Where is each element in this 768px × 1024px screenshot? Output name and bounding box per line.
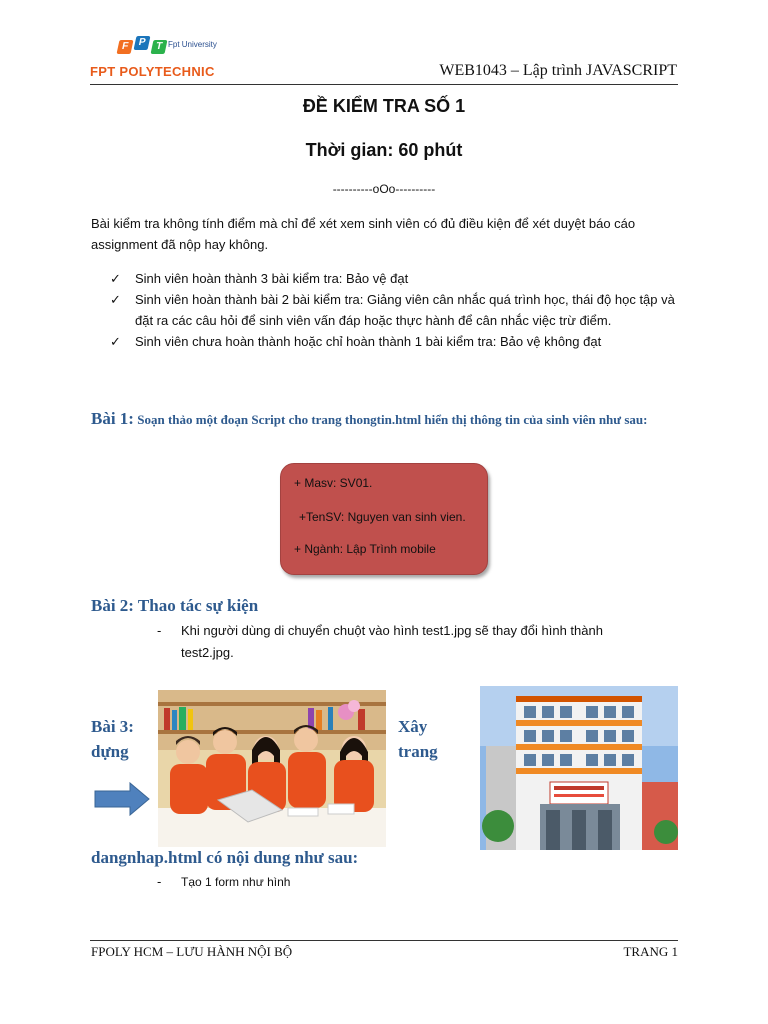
criteria-item <box>110 289 680 331</box>
tensv-line: +TenSV: Nguyen van sinh vien. <box>299 510 466 524</box>
bai2-item-text: Khi người dùng di chuyển chuột vào hình test1.jpg sẽ thay đổi hình thành test2.jpg. <box>181 623 603 660</box>
time-limit: Thời gian: 60 phút <box>305 140 463 160</box>
bai3-word-trang: trang <box>398 742 438 761</box>
bai3-heading-left <box>91 714 134 764</box>
bai3-heading-right <box>398 714 438 764</box>
dash-bullet: - <box>157 874 162 889</box>
fpt-polytechnic-logo <box>90 34 240 84</box>
student-info-box <box>280 463 488 575</box>
building-photo <box>480 686 678 850</box>
logo-university-text: Fpt University <box>168 40 217 49</box>
logo-polytechnic-text: FPT POLYTECHNIC <box>90 64 215 79</box>
bai3-word-xay: Xây <box>398 717 428 736</box>
footer-left: FPOLY HCM – LƯU HÀNH NỘI BỘ <box>91 944 293 959</box>
criteria-text: Sinh viên hoàn thành bài 2 bài kiểm tra: Giảng viên cân nhắc quá trình học, thái độ học tập và đặt ra các câu hỏi để sinh viên vấn đáp hoặc thực hành để cân nhắc việc trừ điểm. <box>135 292 675 328</box>
criteria-list <box>110 268 680 352</box>
masv-line: + Masv: SV01. <box>294 476 373 490</box>
logo-tile-f: F <box>117 40 134 54</box>
bai3-label: Bài 3: <box>91 717 134 736</box>
document-title: ĐỀ KIỂM TRA SỐ 1 <box>302 96 466 116</box>
bai2-heading: Bài 2: Thao tác sự kiện <box>91 596 259 615</box>
bai3-heading-cont: dangnhap.html có nội dung như sau: <box>91 848 359 867</box>
bai1-label: Bài 1: <box>91 409 134 428</box>
nganh-line: + Ngành: Lập Trình mobile <box>294 542 436 556</box>
criteria-text: Sinh viên hoàn thành 3 bài kiểm tra: Bảo vệ đạt <box>135 271 409 286</box>
page-number: TRANG 1 <box>623 944 678 959</box>
bai1-text: Soạn thảo một đoạn Script cho trang thongtin.html hiển thị thông tin của sinh viên như sau: <box>137 412 648 427</box>
bai2-item <box>157 620 647 664</box>
bai3-item <box>157 871 647 893</box>
criteria-item <box>110 331 680 352</box>
check-icon: ✓ <box>110 271 121 286</box>
bai1-heading <box>91 408 681 431</box>
criteria-text: Sinh viên chưa hoàn thành hoặc chỉ hoàn thành 1 bài kiểm tra: Bảo vệ không đạt <box>135 334 602 349</box>
dash-bullet: - <box>157 623 162 638</box>
check-icon: ✓ <box>110 292 121 307</box>
bai3-word-dung: dựng <box>91 742 129 761</box>
course-title: WEB1043 – Lập trình JAVASCRIPT <box>439 62 677 79</box>
logo-tile-p: P <box>134 36 151 50</box>
header-divider <box>90 84 678 85</box>
criteria-item <box>110 268 680 289</box>
separator: ----------oOo---------- <box>332 182 436 196</box>
students-photo <box>158 690 386 847</box>
bai3-item-text: Tạo 1 form như hình <box>181 875 291 889</box>
logo-tile-t: T <box>151 40 168 54</box>
intro-paragraph: Bài kiểm tra không tính điểm mà chỉ để xét xem sinh viên có đủ điều kiện để xét duyệt báo cáo assignment đã nộp hay không. <box>91 216 636 252</box>
right-arrow-icon <box>94 782 150 816</box>
footer-divider <box>90 940 678 941</box>
check-icon: ✓ <box>110 334 121 349</box>
